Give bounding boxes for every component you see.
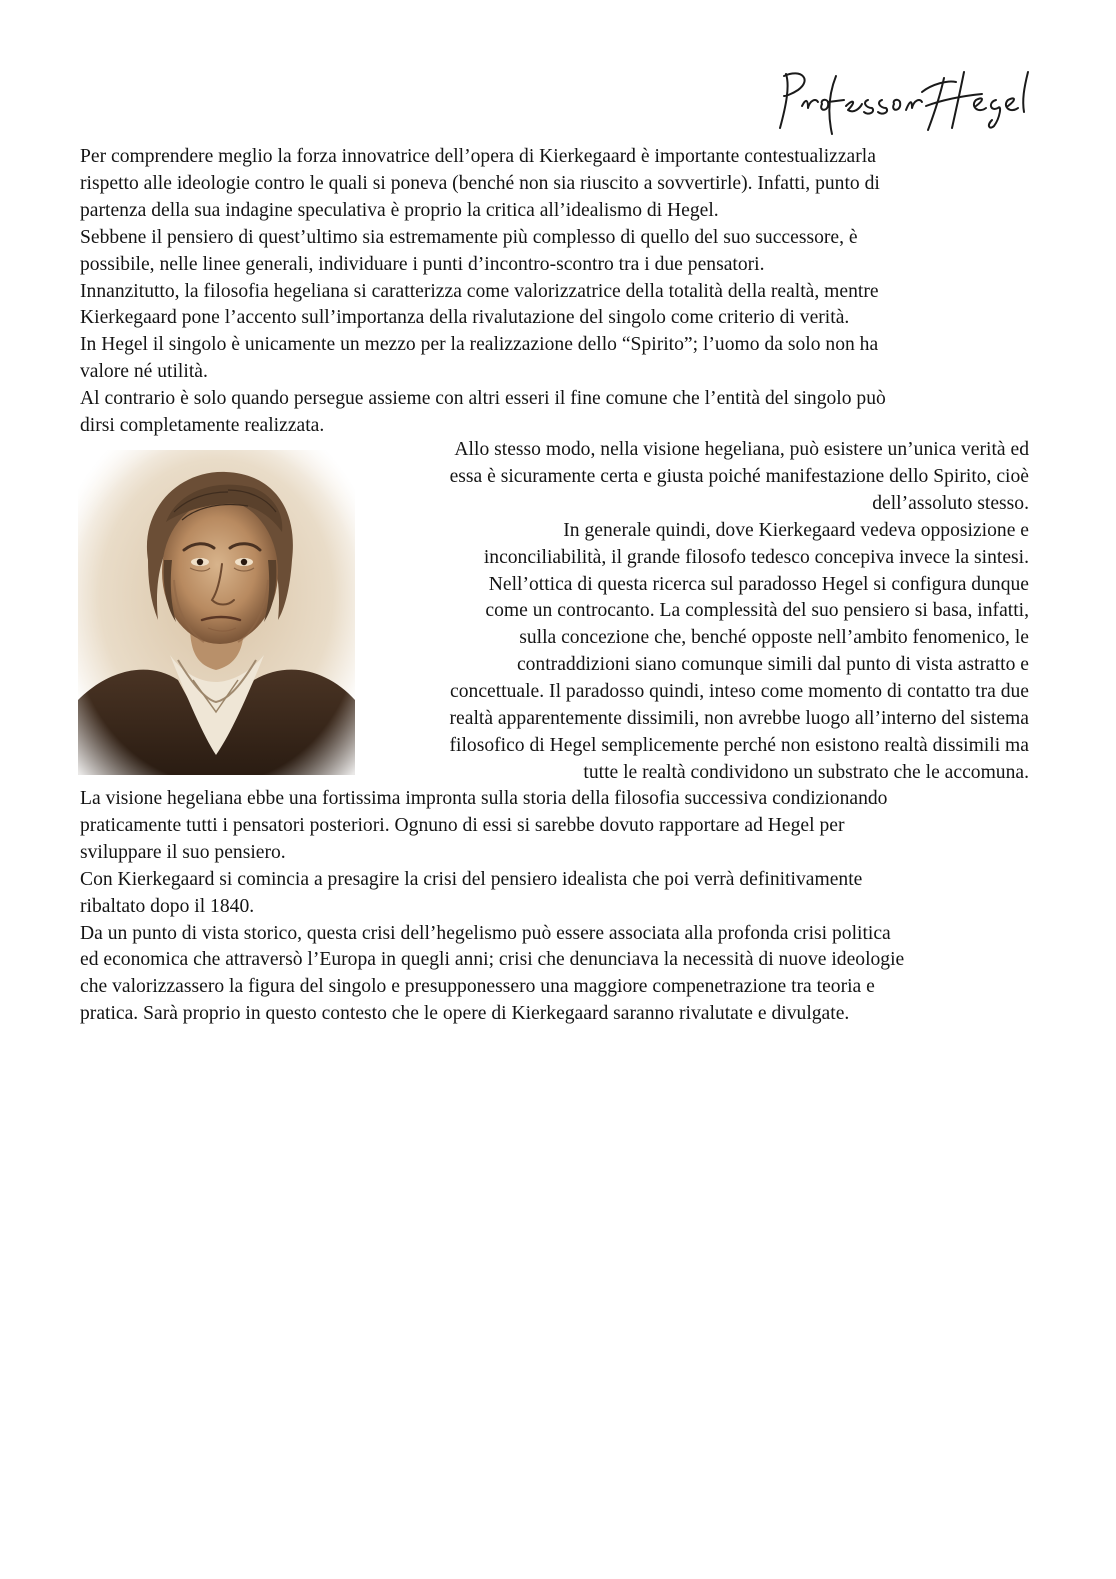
text-line: rispetto alle ideologie contro le quali si poneva (benché non sia riuscito a sovvertirle). Infatti, punto di xyxy=(80,172,880,194)
wrapped-paragraph xyxy=(367,437,1029,787)
text-line: realtà apparentemente dissimili, non avrebbe luogo all’interno del sistema xyxy=(449,708,1029,730)
text-line: Innanzitutto, la filosofia hegeliana si caratterizza come valorizzatrice della totalità della realtà, mentre xyxy=(80,280,879,302)
text-line: sviluppare il suo pensiero. xyxy=(80,841,286,863)
text-line: Con Kierkegaard si comincia a presagire la crisi del pensiero idealista che poi verrà definitivamente xyxy=(80,868,863,890)
text-line: Al contrario è solo quando persegue assieme con altri esseri il fine comune che l’entità del singolo può xyxy=(80,388,886,410)
text-line: praticamente tutti i pensatori posteriori. Ognuno di essi si sarebbe dovuto rapportare ad Hegel per xyxy=(80,814,845,836)
text-line: partenza della sua indagine speculativa è proprio la critica all’idealismo di Hegel. xyxy=(80,199,719,221)
text-line: Sebbene il pensiero di quest’ultimo sia estremamente più complesso di quello del suo successore, è xyxy=(80,226,858,248)
text-line: dell’assoluto stesso. xyxy=(872,492,1029,514)
text-line: inconciliabilità, il grande filosofo tedesco concepiva invece la sintesi. xyxy=(483,546,1029,568)
text-line: possibile, nelle linee generali, individuare i punti d’incontro-scontro tra i due pensatori. xyxy=(80,253,765,275)
text-line: In generale quindi, dove Kierkegaard vedeva opposizione e xyxy=(563,519,1029,541)
text-line: che valorizzassero la figura del singolo e presupponessero una maggiore compenetrazione tra teoria e xyxy=(80,976,875,998)
text-line: filosofico di Hegel semplicemente perché non esistono realtà dissimili ma xyxy=(449,734,1029,756)
text-line: essa è sicuramente certa e giusta poiché manifestazione dello Spirito, cioè xyxy=(449,465,1029,487)
closing-paragraph xyxy=(80,786,1040,1028)
portrait-engraving-icon xyxy=(78,450,355,775)
text-line: dirsi completamente realizzata. xyxy=(80,415,325,437)
text-line: contraddizioni siano comunque simili dal punto di vista astratto e xyxy=(516,654,1029,676)
text-line: sulla concezione che, benché opposte nell’ambito fenomenico, le xyxy=(519,627,1029,649)
text-line: Allo stesso modo, nella visione hegeliana, può esistere un’unica verità ed xyxy=(454,439,1029,460)
text-line: La visione hegeliana ebbe una fortissima impronta sulla storia della filosofia successiva condizionando xyxy=(80,788,888,809)
text-line: Kierkegaard pone l’accento sull’importanza della rivalutazione del singolo come criterio di verità. xyxy=(80,307,850,329)
text-line: tutte le realtà condividono un substrato che le accomuna. xyxy=(583,761,1029,783)
text-line: Nell’ottica di questa ricerca sul paradosso Hegel si configura dunque xyxy=(488,573,1029,595)
intro-paragraph xyxy=(80,144,1040,440)
text-line: ribaltato dopo il 1840. xyxy=(80,895,255,917)
text-line: Da un punto di vista storico, questa crisi dell’hegelismo può essere associata alla profonda crisi politica xyxy=(80,922,891,944)
text-line: valore né utilità. xyxy=(80,361,208,383)
text-line: come un controcanto. La complessità del suo pensiero si basa, infatti, xyxy=(485,600,1029,622)
text-line: Per comprendere meglio la forza innovatrice dell’opera di Kierkegaard è importante contestualizzarla xyxy=(80,146,876,167)
text-line: ed economica che attraversò l’Europa in quegli anni; crisi che denunciava la necessità di nuove ideologie xyxy=(80,949,905,971)
signature-icon xyxy=(772,66,1034,144)
text-line: pratica. Sarà proprio in questo contesto che le opere di Kierkegaard saranno rivalutate e divulgate. xyxy=(80,1003,850,1025)
text-line: In Hegel il singolo è unicamente un mezzo per la realizzazione dello “Spirito”; l’uomo da solo non ha xyxy=(80,334,879,356)
text-line: concettuale. Il paradosso quindi, inteso come momento di contatto tra due xyxy=(450,681,1029,703)
